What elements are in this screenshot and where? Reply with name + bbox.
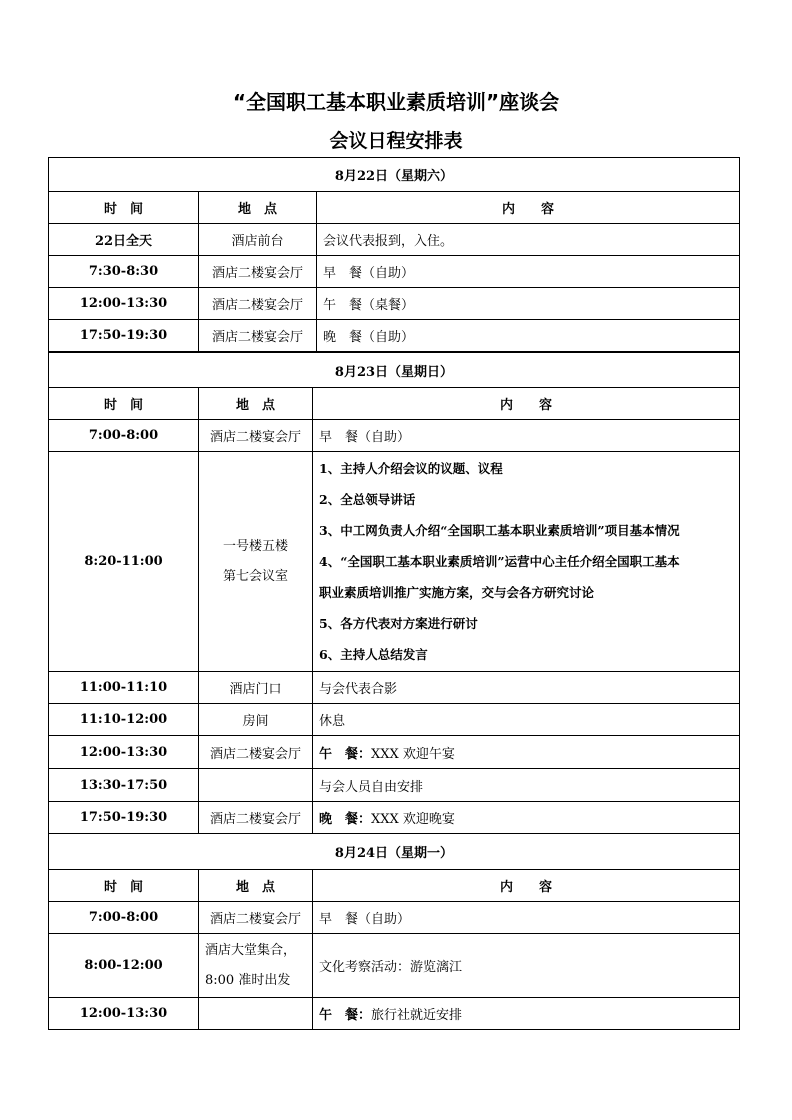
content-cell: [313, 998, 740, 1030]
content-cell: 晚 餐（自助）: [317, 320, 740, 352]
content-cell: 与会代表合影: [313, 672, 740, 704]
time-cell: 7:00-8:00: [49, 420, 199, 452]
time-cell: 11:10-12:00: [49, 704, 199, 736]
header-content: 内 容: [313, 388, 740, 420]
place-cell: 酒店二楼宴会厅: [199, 288, 317, 320]
time-cell: 8:00-12:00: [49, 934, 199, 998]
day1-schedule-table: [48, 157, 740, 352]
time-cell: 12:00-13:30: [49, 288, 199, 320]
day1-date-row: [49, 158, 740, 192]
agenda-item: 1、主持人介绍会议的议题、议程: [319, 461, 503, 476]
header-time: 时 间: [49, 388, 199, 420]
header-content: 内 容: [313, 870, 740, 902]
content-cell: 休息: [313, 704, 740, 736]
table-row: [49, 224, 740, 256]
content-cell: 会议代表报到，入住。: [317, 224, 740, 256]
agenda-item: 3、中工网负责人介绍“全国职工基本职业素质培训”项目基本情况: [319, 523, 680, 538]
table-row: [49, 934, 740, 998]
time-cell: 22日全天: [49, 224, 199, 256]
header-place: 地 点: [199, 388, 313, 420]
content-cell: 早 餐（自助）: [313, 420, 740, 452]
meal-label: 午 餐：: [319, 1008, 372, 1023]
agenda-list: [313, 452, 740, 672]
day3-date: 8月24日（星期一）: [49, 834, 740, 870]
content-cell: 文化考察活动：游览漓江: [313, 934, 740, 998]
day2-date: 8月23日（星期日）: [49, 353, 740, 388]
table-row: [49, 320, 740, 352]
agenda-item: 2、全总领导讲话: [319, 492, 416, 507]
table-row: [49, 769, 740, 802]
time-cell: 7:30-8:30: [49, 256, 199, 288]
day3-header-row: [49, 870, 740, 902]
content-cell: 与会人员自由安排: [313, 769, 740, 802]
content-cell: [313, 802, 740, 834]
meal-detail: XXX 欢迎午宴: [371, 746, 455, 762]
table-row: [49, 902, 740, 934]
content-cell: 午 餐（桌餐）: [317, 288, 740, 320]
meal-detail: 旅行社就近安排: [371, 1008, 463, 1023]
table-row: [49, 736, 740, 769]
time-cell: 12:00-13:30: [49, 998, 199, 1030]
table-row: [49, 998, 740, 1030]
place-cell: [199, 769, 313, 802]
place-line: 第七会议室: [222, 568, 288, 584]
time-cell: 11:00-11:10: [49, 672, 199, 704]
table-row: [49, 672, 740, 704]
time-cell: 13:30-17:50: [49, 769, 199, 802]
day2-date-row: [49, 353, 740, 388]
place-cell: 酒店二楼宴会厅: [199, 902, 313, 934]
document-title: “全国职工基本职业素质培训”座谈会: [232, 90, 560, 114]
agenda-item: 4、“全国职工基本职业素质培训”运营中心主任介绍全国职工基本: [319, 554, 680, 569]
day3-date-row: [49, 834, 740, 870]
table-row: [49, 802, 740, 834]
place-cell: 酒店前台: [199, 224, 317, 256]
place-cell: [199, 452, 313, 672]
time-cell: 7:00-8:00: [49, 902, 199, 934]
table-row: [49, 256, 740, 288]
day3-schedule-table: [48, 833, 740, 1030]
content-cell: 早 餐（自助）: [313, 902, 740, 934]
place-cell: 酒店二楼宴会厅: [199, 320, 317, 352]
document-subtitle: 会议日程安排表: [329, 130, 463, 152]
meal-detail: XXX 欢迎晚宴: [371, 812, 455, 827]
place-cell: [199, 934, 313, 998]
content-cell: 早 餐（自助）: [317, 256, 740, 288]
place-cell: [199, 998, 313, 1030]
header-time: 时 间: [49, 870, 199, 902]
place-cell: 酒店门口: [199, 672, 313, 704]
header-place: 地 点: [199, 870, 313, 902]
day1-date: 8月22日（星期六）: [49, 158, 740, 192]
day2-header-row: [49, 388, 740, 420]
header-place: 地 点: [199, 192, 317, 224]
meeting-row: [49, 452, 740, 672]
place-cell: 酒店二楼宴会厅: [199, 802, 313, 834]
day2-schedule-table: [48, 352, 740, 834]
place-line: 一号楼五楼: [222, 538, 288, 554]
content-cell: [313, 736, 740, 769]
day1-header-row: [49, 192, 740, 224]
agenda-item: 5、各方代表对方案进行研讨: [319, 616, 478, 631]
table-row: [49, 704, 740, 736]
meal-label: 晚 餐：: [319, 812, 372, 827]
time-cell: 8:20-11:00: [49, 452, 199, 672]
place-cell: 房间: [199, 704, 313, 736]
time-cell: 12:00-13:30: [49, 736, 199, 769]
place-line: 酒店大堂集合，: [205, 942, 297, 958]
place-cell: 酒店二楼宴会厅: [199, 420, 313, 452]
time-cell: 17:50-19:30: [49, 320, 199, 352]
table-row: [49, 288, 740, 320]
place-cell: 酒店二楼宴会厅: [199, 736, 313, 769]
time-cell: 17:50-19:30: [49, 802, 199, 834]
place-line: 8:00 准时出发: [205, 972, 291, 988]
table-row: [49, 420, 740, 452]
header-time: 时 间: [49, 192, 199, 224]
place-cell: 酒店二楼宴会厅: [199, 256, 317, 288]
agenda-item: 6、主持人总结发言: [319, 647, 428, 662]
agenda-item: 职业素质培训推广实施方案，交与会各方研究讨论: [319, 585, 595, 600]
header-content: 内 容: [317, 192, 740, 224]
meal-label: 午 餐：: [319, 746, 372, 762]
